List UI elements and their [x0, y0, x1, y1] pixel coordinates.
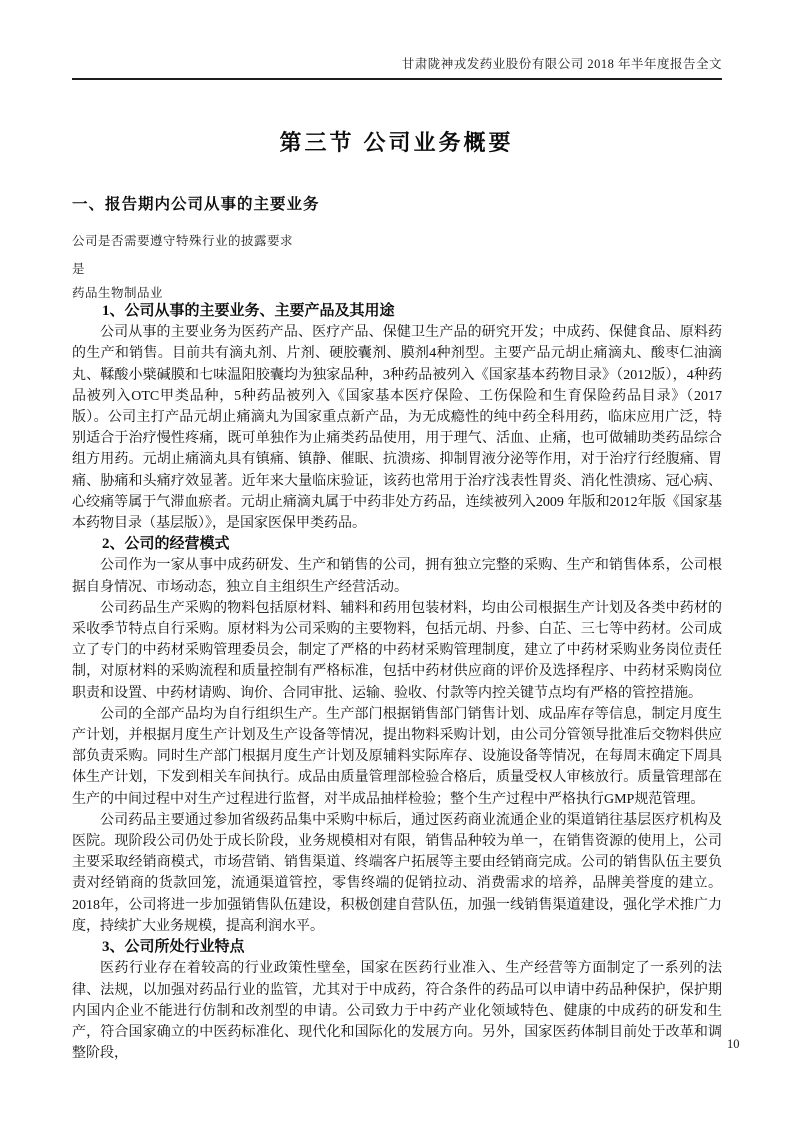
paragraph-industry-characteristics: 医药行业存在着较高的行业政策性壁垒，国家在医药行业准入、生产经营等方面制定了一系列的法律、法规，以加强对药品行业的监管，尤其对于中成药，符合条件的药品可以申请中药品种保护，保护期内国内企业不能进行仿制和改剂型的申请。公司致力于中药产业化领域特色、健康的中成药的研发和生产，符合国家确立的中医药标准化、现代化和国际化的发展方向。另外，国家医药体制目前处于改革和调整阶段， — [72, 961, 722, 1062]
paragraph-procurement: 公司药品生产采购的物料包括原材料、辅料和药用包装材料，均由公司根据生产计划及各类中药材的采收季节特点自行采购。原材料为公司采购的主要物料，包括元胡、丹参、白芷、三七等中药材。公司成立了专门的中药材采购管理委员会，制定了严格的中药材采购管理制度，建立了中药材采购业务岗位责任制，对原材料的采购流程和质量控制有严格标准，包括中药材供应商的评价及选择程序、中药材采购岗位职责和设置、中药材请购、询价、合同审批、运输、验收、付款等内控关键节点均有严格的管控措施。 — [72, 600, 722, 701]
subheading-industry-characteristics: 3、公司所处行业特点 — [102, 939, 245, 956]
page-number: 10 — [727, 1037, 740, 1051]
page-header — [72, 54, 722, 80]
subheading-business-model: 2、公司的经营模式 — [102, 536, 230, 553]
paragraph-production: 公司的全部产品均为自行组织生产。生产部门根据销售部门销售计划、成品库存等信息，制定月度生产计划，并根据月度生产计划及生产设备等情况，提出物料采购计划，由公司分管领导批准后交物料供应部负责采购。同时生产部门根据月度生产计划及原辅料实际库存、设施设备等情况，在每周末确定下周具体生产计划，下发到相关车间执行。成品由质量管理部检验合格后，质量受权人审核放行。质量管理部在生产的中间过程中对生产过程进行监督，对半成品抽样检验；整个生产过程中严格执行GMP规范管理。 — [72, 706, 722, 807]
paragraph-sales: 公司药品主要通过参加省级药品集中采购中标后，通过医药商业流通企业的渠道销往基层医疗机构及医院。现阶段公司仍处于成长阶段，业务规模相对有限，销售品种较为单一，在销售资源的使用上，公司主要采取经销商模式，市场营销、销售渠道、终端客户拓展等主要由经销商完成。公司的销售队伍主要负责对经销商的货款回笼，流通渠道管控，零售终端的促销拉动、消费需求的培养，品牌美誉度的建立。2018年，公司将进一步加强销售队伍建设，积极创建自营队伍，加强一线销售渠道建设，强化学术推广力度，持续扩大业务规模，提高利润水平。 — [72, 812, 722, 934]
body-text — [72, 301, 722, 1064]
page-header-text: 甘肃陇神戎发药业股份有限公司 2018 年半年度报告全文 — [401, 57, 722, 71]
page-title: 第三节 公司业务概要 — [279, 130, 514, 155]
subheading-main-business: 1、公司从事的主要业务、主要产品及其用途 — [102, 303, 395, 319]
paragraph-business-model-overview: 公司作为一家从事中成药研发、生产和销售的公司，拥有独立完整的采购、生产和销售体系，公司根据自身情况、市场动态，独立自主组织生产经营活动。 — [72, 558, 722, 595]
section-heading: 一、报告期内公司从事的主要业务 — [72, 196, 320, 213]
paragraph-main-business: 公司从事的主要业务为医药产品、医疗产品、保健卫生产品的研究开发；中成药、保健食品、原料药的生产和销售。目前共有滴丸剂、片剂、硬胶囊剂、膜剂4种剂型。主要产品元胡止痛滴丸、酸枣仁油滴丸、鞣酸小檗碱膜和七味温阳胶囊均为独家品种，3种药品被列入《国家基本药物目录》（2012版），4种药品被列入OTC甲类品种，5种药品被列入《国家基本医疗保险、工伤保险和生育保险药品目录》（2017版）。公司主打产品元胡止痛滴丸为国家重点新产品，为无成瘾性的纯中药全科用药，临床应用广泛，特别适合于治疗慢性疼痛，既可单独作为止痛类药品使用，用于理气、活血、止痛，也可做辅助类药品综合组方用药。元胡止痛滴丸具有镇痛、镇静、催眠、抗溃疡、抑制胃液分泌等作用，对于治疗行经腹痛、胃痛、胁痛和头痛疗效显著。近年来大量临床验证，该药也常用于治疗浅表性胃炎、消化性溃疡、冠心病、心绞痛等属于气滞血瘀者。元胡止痛滴丸属于中药非处方药品，连续被列入2009 年版和2012年版《国家基本药物目录（基层版）》，是国家医保甲类药品。 — [72, 325, 722, 532]
disclosure-question: 公司是否需要遵守特殊行业的披露要求 — [72, 234, 294, 248]
industry-label: 药品生物制品业 — [72, 286, 164, 300]
disclosure-answer: 是 — [72, 262, 86, 276]
